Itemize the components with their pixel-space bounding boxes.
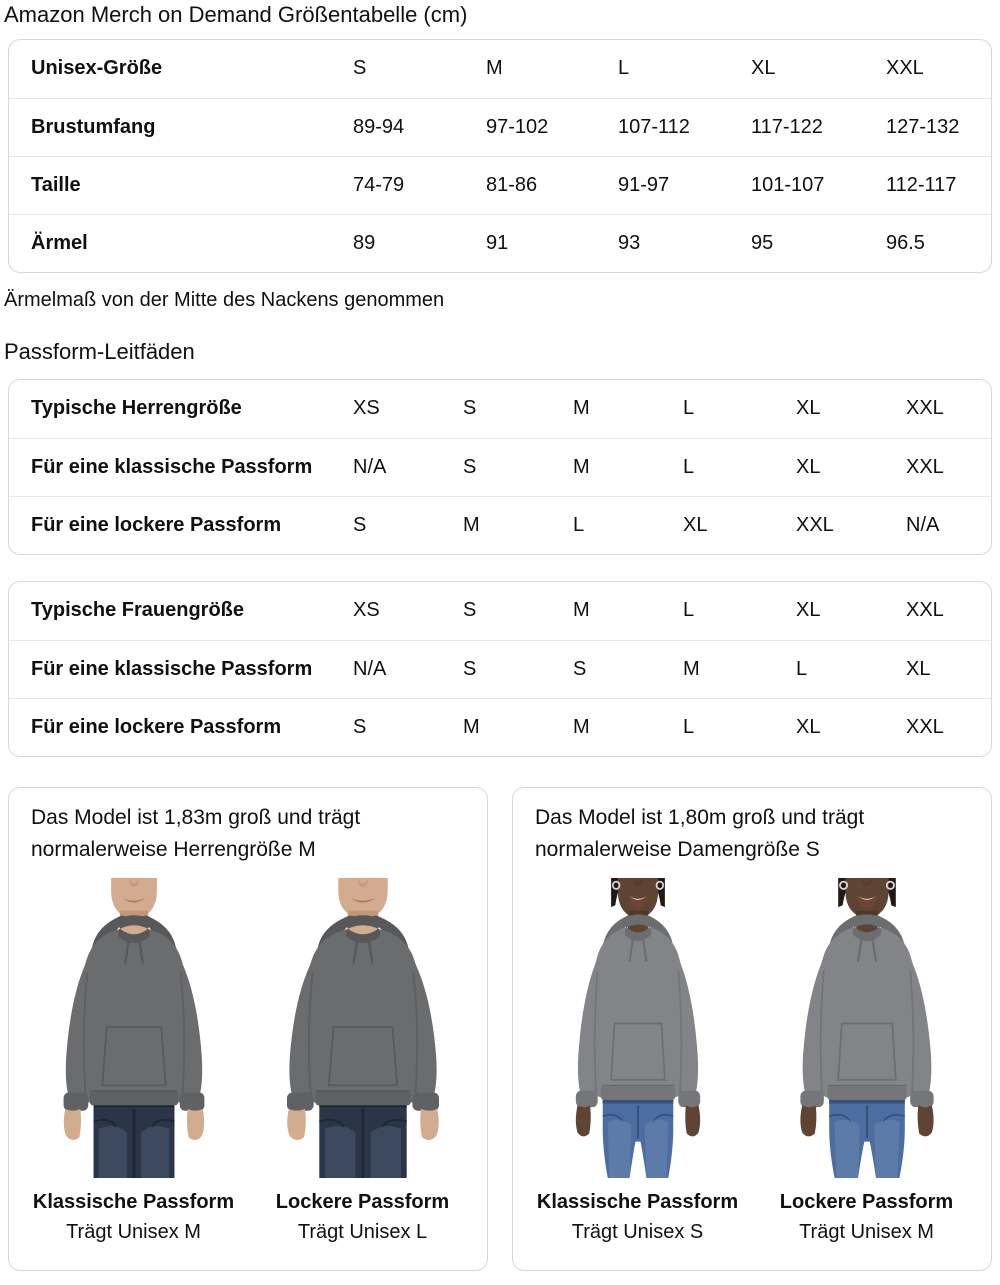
card-heading: Das Model ist 1,83m groß und trägt normalerweise Herrengröße M (31, 806, 361, 861)
unisex-size-table (8, 39, 992, 273)
female-model-loose-illustration (777, 878, 957, 1178)
sleeve-measure-note: Ärmelmaß von der Mitte des Nackens genommen (4, 289, 445, 311)
model-cards-row (8, 787, 992, 1271)
size-cell: S (463, 640, 573, 698)
model-figure-classic-male (31, 878, 236, 1244)
size-cell: L (683, 438, 796, 496)
table-row (9, 40, 991, 98)
table-row (9, 98, 991, 156)
size-cell: M (573, 397, 590, 420)
size-cell: XL (796, 599, 821, 622)
row-label: Typische Herrengröße (31, 397, 242, 420)
table-row (9, 156, 991, 214)
size-cell: 93 (618, 214, 751, 272)
table-row (9, 640, 991, 698)
size-cell: 81-86 (486, 156, 618, 214)
men-model-card (8, 787, 488, 1271)
size-cell: N/A (906, 496, 991, 554)
size-cell: XS (353, 599, 380, 622)
fit-type-label: Klassische Passform (536, 1191, 739, 1213)
size-cell: L (796, 640, 906, 698)
size-cell: S (463, 438, 573, 496)
size-cell: L (683, 698, 796, 756)
size-cell: S (573, 640, 683, 698)
size-cell: S (353, 496, 463, 554)
row-label: Taille (9, 156, 353, 214)
size-cell: 112-117 (886, 156, 991, 214)
model-figure-loose-female (764, 878, 969, 1244)
men-fit-table (8, 379, 992, 555)
figures-row (535, 878, 969, 1244)
size-cell: S (353, 57, 367, 80)
size-cell: XXL (906, 438, 991, 496)
wears-size-label: Trägt Unisex M (799, 1221, 934, 1243)
row-label: Brustumfang (9, 98, 353, 156)
size-cell: M (683, 640, 796, 698)
fit-guides-heading: Passform-Leitfäden (4, 339, 195, 364)
fit-type-label: Klassische Passform (32, 1191, 235, 1213)
size-cell: S (463, 599, 477, 622)
size-cell: XXL (906, 397, 944, 420)
row-label: Ärmel (9, 214, 353, 272)
size-cell: 127-132 (886, 98, 991, 156)
model-figure-classic-female (535, 878, 740, 1244)
row-label: Für eine lockere Passform (9, 496, 353, 554)
male-model-classic-illustration (46, 878, 222, 1178)
size-cell: 74-79 (353, 156, 486, 214)
page-title: Amazon Merch on Demand Größentabelle (cm) (4, 2, 468, 27)
table-row (9, 582, 991, 640)
table-row (9, 496, 991, 554)
size-cell: M (573, 698, 683, 756)
size-cell: L (573, 496, 683, 554)
row-label: Typische Frauengröße (31, 599, 245, 622)
wears-size-label: Trägt Unisex S (571, 1221, 704, 1243)
women-model-card (512, 787, 992, 1271)
row-label: Für eine klassische Passform (9, 438, 353, 496)
size-cell: XL (751, 57, 776, 80)
size-cell: N/A (353, 640, 463, 698)
size-cell: 89-94 (353, 98, 486, 156)
male-model-loose-illustration (268, 878, 458, 1178)
size-cell: 95 (751, 214, 886, 272)
size-cell: XS (353, 397, 380, 420)
wears-size-label: Trägt Unisex M (66, 1221, 201, 1243)
size-cell: M (486, 57, 503, 80)
size-cell: XL (796, 438, 906, 496)
size-cell: 96.5 (886, 214, 991, 272)
fit-type-label: Lockere Passform (779, 1191, 954, 1213)
card-heading: Das Model ist 1,80m groß und trägt normalerweise Damengröße S (535, 806, 865, 861)
size-cell: L (683, 599, 695, 622)
row-label: Unisex-Größe (31, 57, 163, 80)
table-row (9, 214, 991, 272)
size-cell: XXL (906, 698, 991, 756)
size-cell: XXL (886, 57, 924, 80)
size-cell: 107-112 (618, 98, 751, 156)
female-model-classic-illustration (554, 878, 722, 1178)
size-cell: XL (796, 397, 821, 420)
size-cell: L (683, 397, 695, 420)
size-cell: XXL (906, 599, 944, 622)
model-figure-loose-male (260, 878, 465, 1244)
size-cell: S (353, 698, 463, 756)
size-cell: S (463, 397, 477, 420)
size-cell: 101-107 (751, 156, 886, 214)
size-cell: 97-102 (486, 98, 618, 156)
size-cell: M (463, 698, 573, 756)
size-cell: M (573, 438, 683, 496)
row-label: Für eine klassische Passform (9, 640, 353, 698)
size-cell: M (573, 599, 590, 622)
table-row (9, 380, 991, 438)
size-cell: N/A (353, 438, 463, 496)
size-cell: 117-122 (751, 98, 886, 156)
table-row (9, 698, 991, 756)
size-cell: L (618, 57, 630, 80)
figures-row (31, 878, 465, 1244)
size-cell: 91-97 (618, 156, 751, 214)
size-cell: XXL (796, 496, 906, 554)
size-cell: 91 (486, 214, 618, 272)
wears-size-label: Trägt Unisex L (297, 1221, 428, 1243)
size-cell: XL (796, 698, 906, 756)
size-cell: XL (906, 640, 991, 698)
size-cell: 89 (353, 214, 486, 272)
women-fit-table (8, 581, 992, 757)
size-cell: M (463, 496, 573, 554)
fit-type-label: Lockere Passform (275, 1191, 450, 1213)
size-cell: XL (683, 496, 796, 554)
row-label: Für eine lockere Passform (9, 698, 353, 756)
table-row (9, 438, 991, 496)
